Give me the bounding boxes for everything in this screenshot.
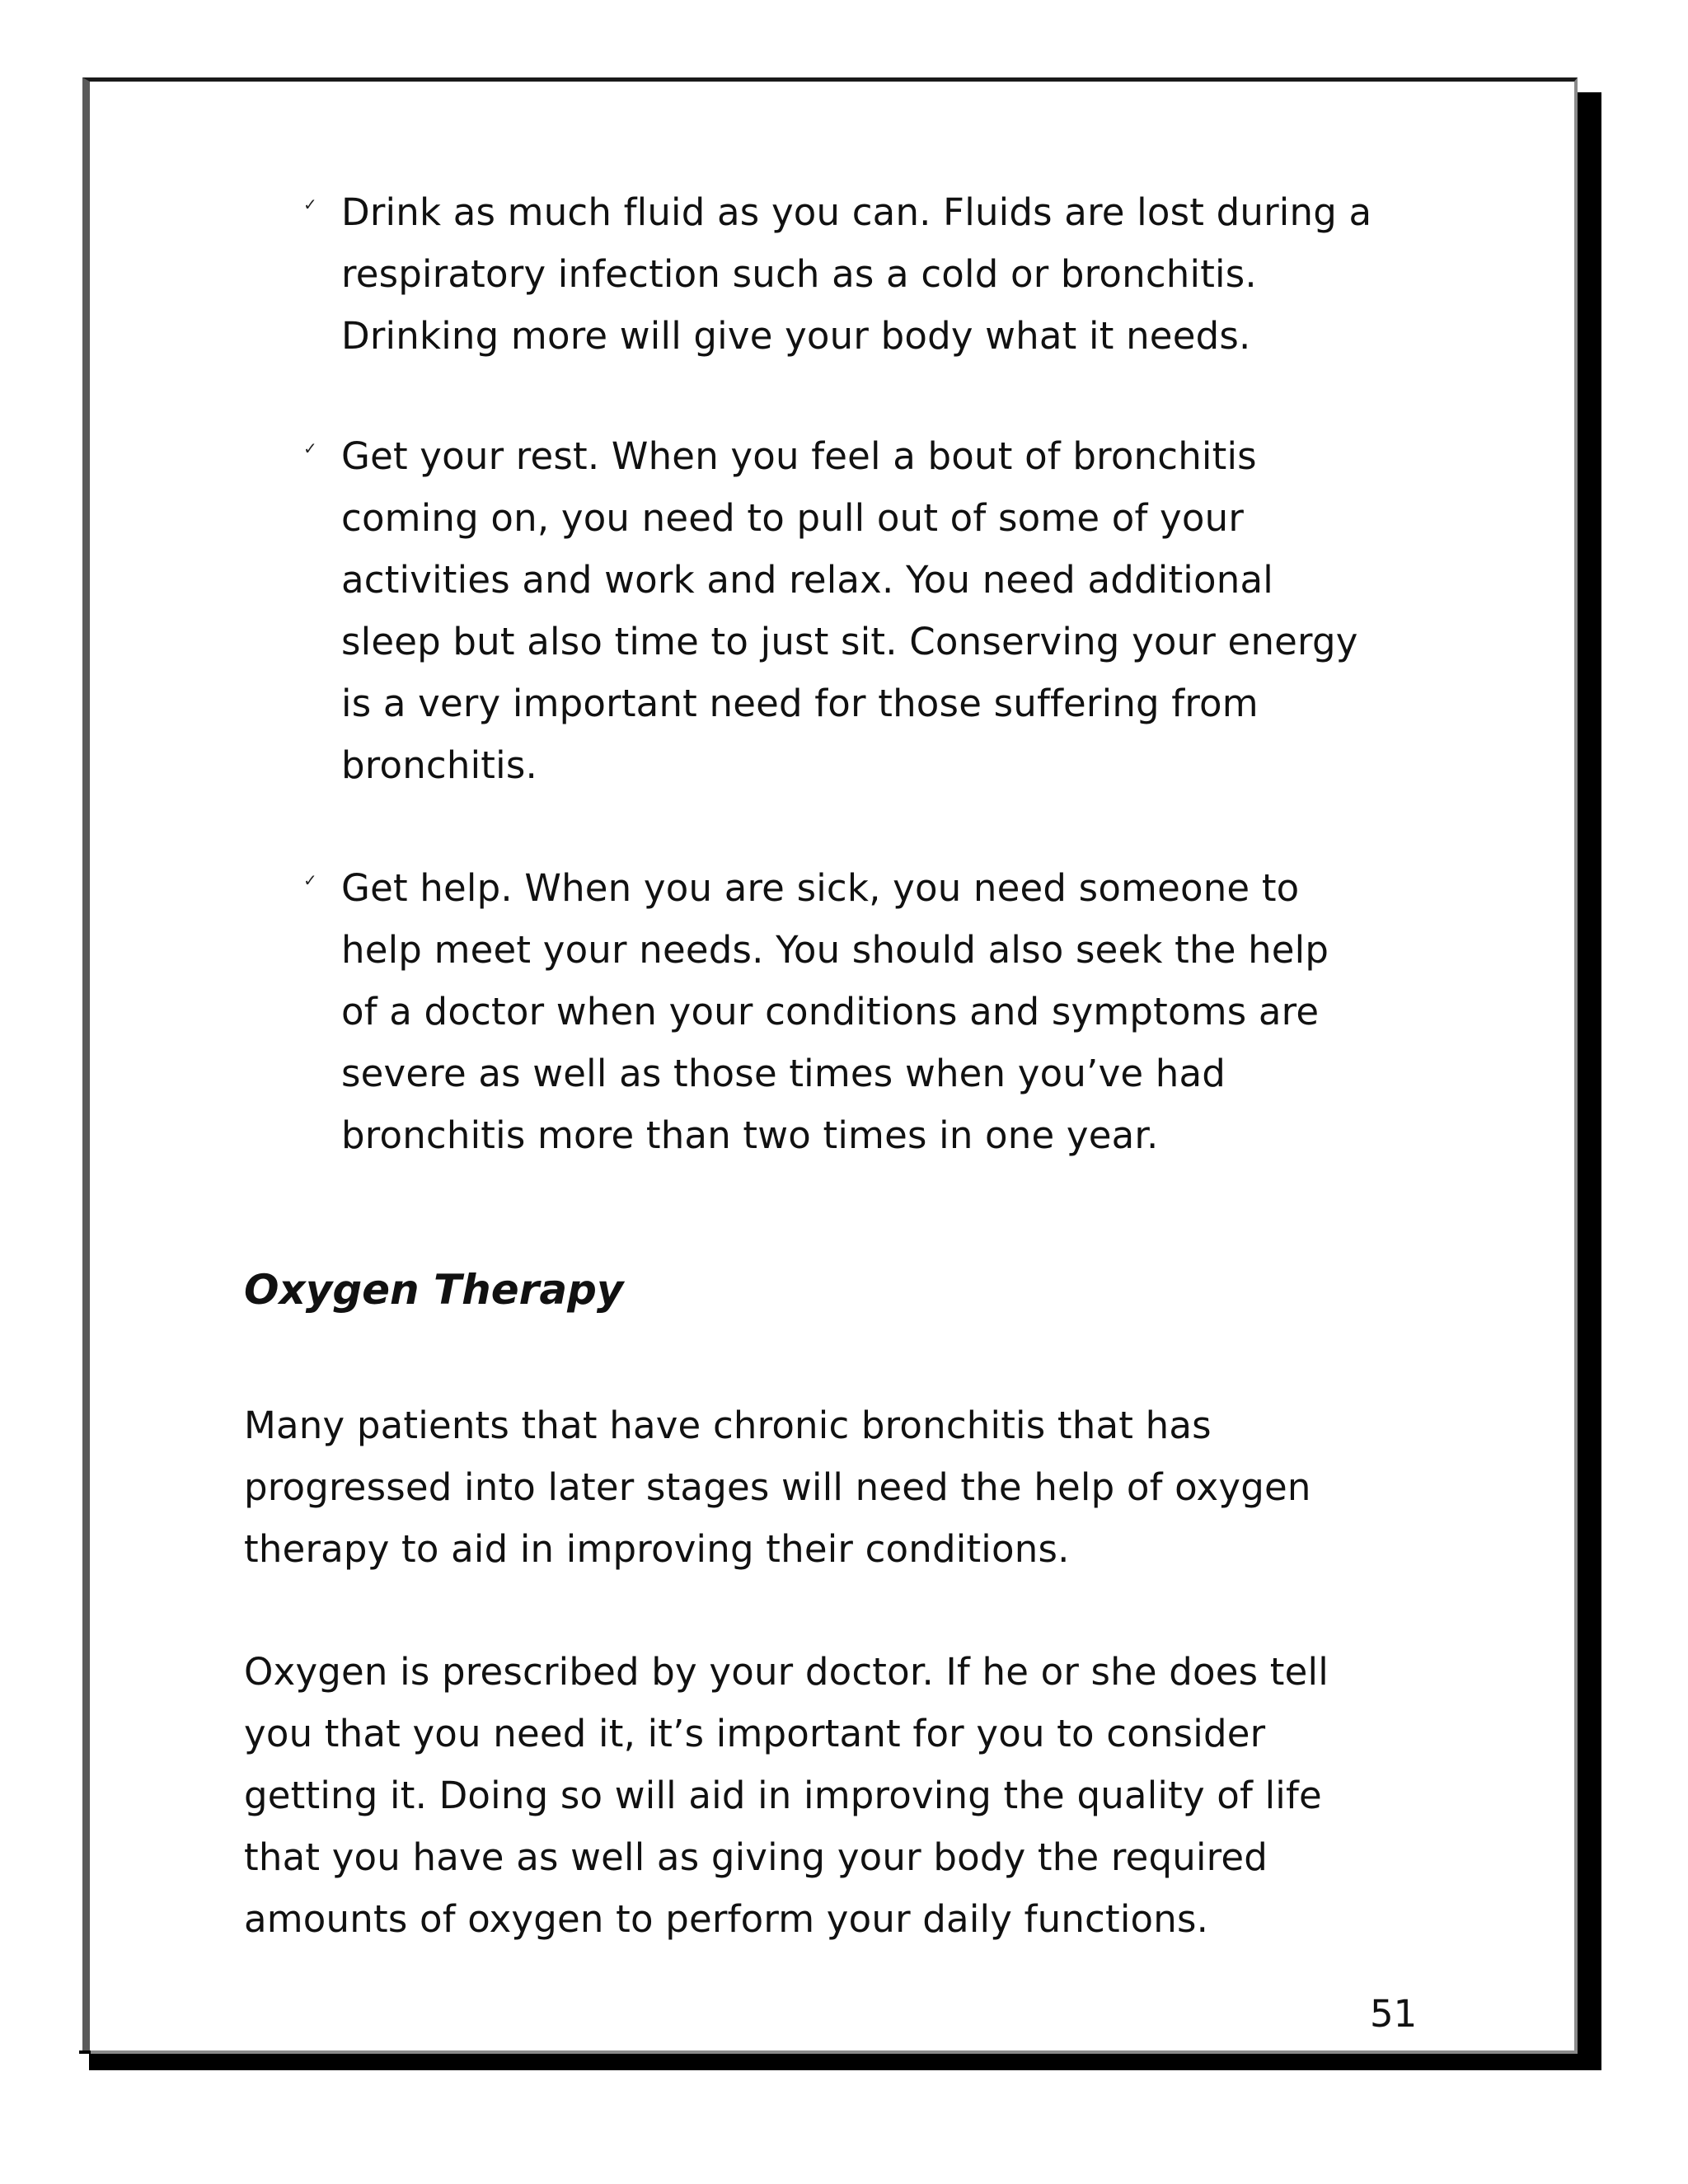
- bullet-line: help meet your needs. You should also seek the help: [341, 928, 1329, 972]
- checkmark-bullet-icon: ✓: [303, 194, 317, 214]
- bullet-line: respiratory infection such as a cold or bronchitis.: [341, 252, 1257, 296]
- paragraph-line: therapy to aid in improving their conditions.: [244, 1527, 1070, 1571]
- bullet-item-get-help: [303, 857, 1429, 1166]
- paragraph-oxygen-prescription: [244, 1641, 1480, 1950]
- bullet-line: of a doctor when your conditions and symptoms are: [341, 990, 1320, 1033]
- page-number: 51: [1370, 1992, 1418, 2036]
- checkmark-bullet-icon: ✓: [303, 870, 317, 890]
- paragraph-line: amounts of oxygen to perform your daily functions.: [244, 1897, 1209, 1941]
- paragraph-line: getting it. Doing so will aid in improving the quality of life: [244, 1774, 1322, 1817]
- bullet-item-get-rest: [303, 425, 1429, 796]
- paragraph-line: progressed into later stages will need the help of oxygen: [244, 1465, 1311, 1509]
- bullet-line: severe as well as those times when you’ve had: [341, 1052, 1226, 1095]
- section-heading: Oxygen Therapy: [244, 1266, 624, 1314]
- paragraph-line: that you have as well as giving your body the required: [244, 1835, 1268, 1879]
- bullet-item-drink-fluids: [303, 181, 1429, 367]
- paragraph-line: you that you need it, it’s important for you to consider: [244, 1712, 1266, 1755]
- bullet-line: Get help. When you are sick, you need someone to: [341, 866, 1300, 910]
- bullet-line: Drinking more will give your body what it needs.: [341, 314, 1251, 358]
- bullet-line: Drink as much fluid as you can. Fluids are lost during a: [341, 190, 1372, 234]
- bullet-line: coming on, you need to pull out of some of your: [341, 496, 1245, 540]
- bullet-line: bronchitis more than two times in one year.: [341, 1113, 1159, 1157]
- bullet-line: is a very important need for those suffering from: [341, 682, 1259, 725]
- paragraph-oxygen-intro: [244, 1394, 1480, 1580]
- paragraph-line: Oxygen is prescribed by your doctor. If he or she does tell: [244, 1650, 1329, 1694]
- bullet-line: Get your rest. When you feel a bout of bronchitis: [341, 434, 1257, 478]
- bullet-line: sleep but also time to just sit. Conserving your energy: [341, 620, 1358, 663]
- bullet-line: bronchitis.: [341, 743, 537, 787]
- checkmark-bullet-icon: ✓: [303, 438, 317, 458]
- bullet-line: activities and work and relax. You need additional: [341, 558, 1273, 602]
- paragraph-line: Many patients that have chronic bronchitis that has: [244, 1404, 1212, 1447]
